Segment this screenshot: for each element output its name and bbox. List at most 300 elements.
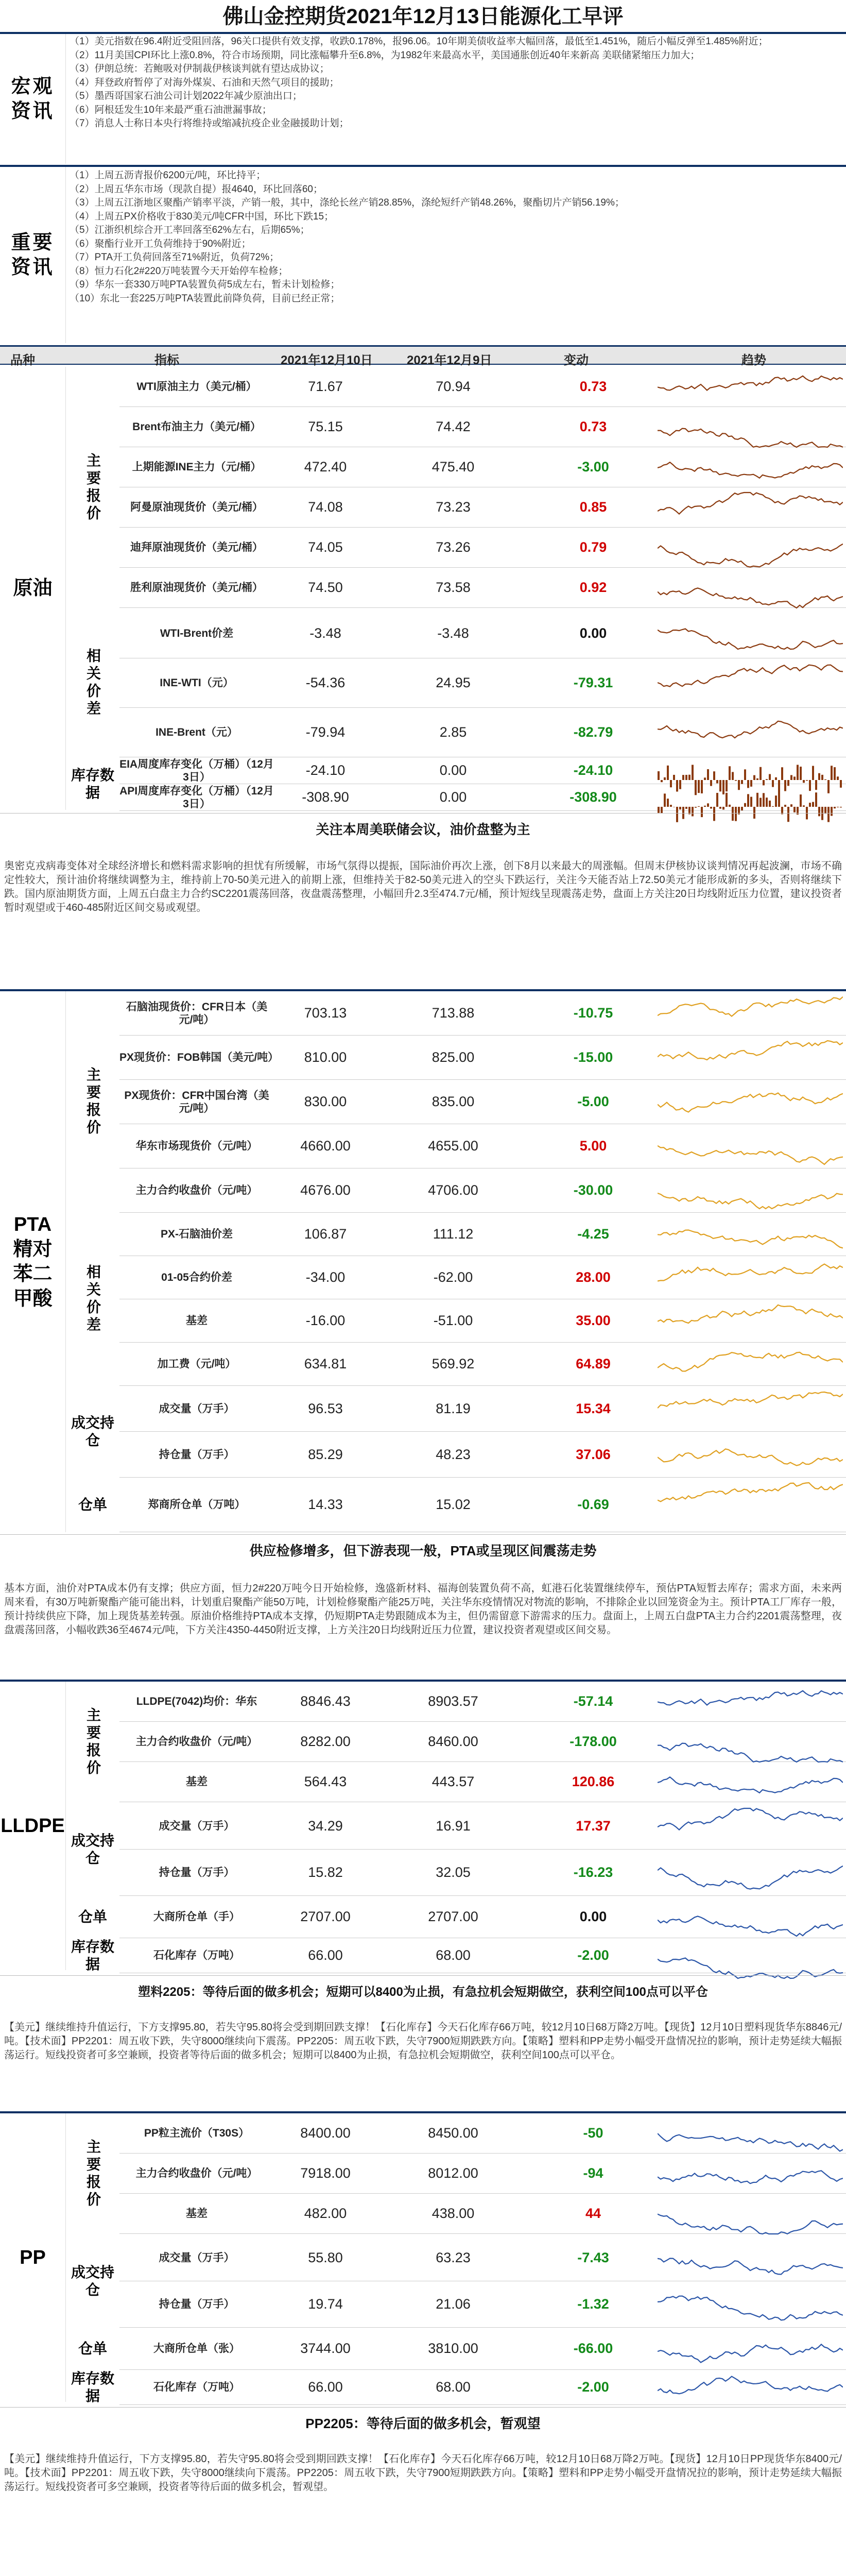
- table-row: [119, 1896, 846, 1938]
- trend-bar: [673, 775, 675, 780]
- table-row: [119, 1850, 846, 1896]
- trend-sparkline: [658, 1434, 843, 1475]
- trend-line: [658, 1449, 843, 1465]
- table-row: [119, 1343, 846, 1386]
- news-item: （8）恒力石化2#220万吨装置今天开始停车检修；: [70, 265, 288, 277]
- trend-line: [658, 1305, 843, 1323]
- change-value: 0.00: [579, 625, 607, 641]
- lldpe-stock-label: 库存数据: [71, 1939, 114, 1972]
- pta-warehouse-label: 仓单: [78, 1497, 107, 1513]
- indicator-name: WTI-Brent价差: [160, 628, 234, 639]
- value-current: -16.00: [305, 1313, 346, 1328]
- indicator-name: API周度库存变化（万桶）（12月3日）: [119, 785, 274, 810]
- value-current: 810.00: [304, 1049, 347, 1065]
- trend-line: [658, 376, 843, 391]
- lldpe-summary: 塑料2205：等待后面的做多机会；短期可以8400为止损，有急拉机会短期做空，获利空间100点可以平仓: [138, 1985, 708, 1999]
- trend-line: [658, 2296, 843, 2320]
- trend-bar: [834, 807, 836, 808]
- trend-bar: [698, 806, 700, 807]
- trend-bar: [763, 793, 765, 807]
- table-row: [119, 1256, 846, 1299]
- value-previous: 111.12: [433, 1226, 474, 1242]
- trend-line: [658, 1041, 843, 1060]
- change-value: -2.00: [577, 2379, 609, 2395]
- indicator-name: 石化库存（万吨）: [153, 1950, 240, 1961]
- pp-summary: PP2205：等待后面的做多机会，暂观望: [305, 2416, 541, 2431]
- trend-bar: [781, 767, 783, 780]
- pta-main-quote-label: 主要报价: [85, 1067, 101, 1137]
- indicator-name: PP粒主流价（T30S）: [144, 2127, 250, 2139]
- indicator-name: Brent布油主力（美元/桶）: [132, 421, 261, 433]
- news-item: （2）11月美国CPI环比上涨0.8%，符合市场预期，同比涨幅攀升至6.8%，为1982年来最高水平，美国通胀创近40年来新高 美联储紧缩压力加大；: [70, 49, 700, 61]
- trend-bar: [707, 769, 709, 780]
- change-value: -308.90: [569, 789, 617, 805]
- trend-bar: [716, 793, 718, 807]
- trend-sparkline: [658, 369, 843, 410]
- value-current: 8282.00: [300, 1734, 351, 1749]
- trend-bar: [793, 807, 796, 812]
- value-current: 71.67: [308, 379, 343, 394]
- lldpe-position-label: 成交持仓: [71, 1833, 114, 1866]
- trend-bar: [716, 780, 718, 783]
- value-previous: 73.23: [436, 499, 471, 515]
- trend-bar: [722, 807, 724, 809]
- trend-bar: [661, 807, 663, 813]
- trend-line: [658, 665, 843, 687]
- trend-bar: [815, 792, 817, 807]
- trend-sparkline: [658, 1805, 843, 1846]
- pp-position-label: 成交持仓: [71, 2264, 114, 2298]
- table-row: [119, 658, 846, 708]
- value-current: 4660.00: [300, 1138, 351, 1154]
- value-previous: 24.95: [436, 675, 471, 690]
- value-previous: -62.00: [433, 1269, 473, 1285]
- trend-sparkline: [658, 660, 843, 702]
- trend-bar: [692, 807, 694, 816]
- value-current: 85.29: [308, 1446, 343, 1462]
- change-value: -57.14: [573, 1693, 613, 1709]
- value-previous: 15.02: [436, 1497, 471, 1512]
- value-previous: 0.00: [439, 762, 467, 778]
- table-row: [119, 708, 846, 757]
- trend-line: [658, 1392, 843, 1408]
- value-previous: 3810.00: [428, 2341, 478, 2356]
- value-previous: 438.00: [431, 2206, 475, 2221]
- news-label: 重要资讯: [0, 167, 66, 343]
- trend-bar: [824, 779, 826, 780]
- change-value: -1.32: [577, 2296, 609, 2312]
- indicator-name: 主力合约收盘价（元/吨）: [135, 1184, 258, 1196]
- trend-sparkline: [658, 2115, 843, 2157]
- trend-bar: [790, 775, 792, 780]
- indicator-name: EIA周度库存变化（万桶）（12月3日）: [119, 758, 274, 783]
- trend-sparkline: [658, 993, 843, 1035]
- trend-bar: [704, 806, 706, 807]
- table-row: [119, 407, 846, 447]
- indicator-name: 主力合约收盘价（元/吨）: [135, 2167, 258, 2179]
- value-previous: 569.92: [431, 1356, 475, 1371]
- trend-bar: [741, 780, 743, 784]
- trend-bar: [803, 780, 805, 783]
- trend-sparkline: [658, 1126, 843, 1167]
- header-indicator: 指标: [154, 353, 179, 367]
- trend-bar: [732, 772, 734, 780]
- value-current: 830.00: [304, 1094, 347, 1109]
- value-current: 634.81: [304, 1356, 347, 1371]
- table-row: [119, 528, 846, 568]
- indicator-name: 大商所仓单（手）: [153, 1911, 240, 1923]
- value-previous: 0.00: [439, 789, 467, 805]
- value-current: 4676.00: [300, 1182, 351, 1198]
- trend-bar: [793, 776, 796, 780]
- table-row: [119, 1299, 846, 1343]
- table-row: [119, 2328, 846, 2370]
- value-previous: 475.40: [431, 459, 475, 474]
- trend-bar: [688, 775, 690, 780]
- change-value: -7.43: [577, 2250, 609, 2265]
- change-value: -178.00: [569, 1734, 617, 1749]
- indicator-name: WTI原油主力（美元/桶）: [136, 381, 257, 393]
- news-item: （7）消息人士称日本央行将维持或缩减抗疫企业金融援助计划；: [70, 118, 349, 129]
- trend-bar: [679, 807, 681, 809]
- trend-bar: [790, 804, 792, 807]
- change-value: -15.00: [573, 1049, 613, 1065]
- crude-main-quote-label: 主要报价: [85, 453, 101, 523]
- change-value: -50: [583, 2125, 603, 2141]
- trend-bar: [769, 774, 771, 780]
- trend-sparkline: [658, 2283, 843, 2325]
- change-value: -66.00: [573, 2341, 613, 2356]
- crude-spread-label: 相关价差: [85, 648, 101, 718]
- trend-line: [658, 493, 843, 514]
- indicator-name: 持仓量（万手）: [159, 1448, 235, 1461]
- table-row: [119, 1803, 846, 1850]
- value-previous: 443.57: [431, 1774, 475, 1789]
- value-previous: 73.26: [436, 539, 471, 555]
- trend-sparkline: [658, 1388, 843, 1429]
- trend-line: [658, 1808, 843, 1830]
- header-date-1: 2021年12月10日: [281, 353, 373, 367]
- value-previous: 68.00: [436, 1947, 471, 1963]
- value-current: 34.29: [308, 1818, 343, 1834]
- value-previous: 8450.00: [428, 2125, 478, 2141]
- trend-line: [658, 462, 843, 478]
- trend-sparkline: [658, 1215, 843, 1256]
- value-previous: 63.23: [436, 2250, 471, 2265]
- indicator-name: 成交量（万手）: [159, 1820, 235, 1832]
- trend-bar: [800, 794, 802, 807]
- value-previous: 81.19: [436, 1400, 471, 1416]
- change-value: -82.79: [573, 724, 613, 740]
- value-current: -54.36: [305, 675, 346, 690]
- table-row: [119, 1762, 846, 1802]
- value-current: 96.53: [308, 1400, 343, 1416]
- value-previous: 8012.00: [428, 2165, 478, 2181]
- trend-bar: [756, 793, 758, 807]
- trend-sparkline: [658, 1171, 843, 1212]
- table-row: [119, 1124, 846, 1168]
- indicator-name: LLDPE(7042)均价：华东: [136, 1696, 257, 1707]
- pp-stock-label: 库存数据: [71, 2370, 114, 2404]
- trend-bar: [682, 775, 684, 780]
- trend-bar: [747, 794, 749, 807]
- trend-line: [658, 429, 843, 447]
- trend-sparkline: [658, 449, 843, 490]
- value-current: 74.50: [308, 580, 343, 595]
- pp-warehouse-label: 仓单: [78, 2341, 107, 2357]
- trend-sparkline: [658, 570, 843, 611]
- value-current: 8400.00: [300, 2125, 351, 2141]
- news-item: （5）江浙织机综合开工率回落至62%左右，后期65%；: [70, 225, 310, 235]
- report-title: 佛山金控期货2021年12月13日能源化工早评: [222, 5, 624, 28]
- trend-bar: [658, 807, 660, 813]
- table-row: [119, 1722, 846, 1762]
- indicator-name: 大商所仓单（张）: [153, 2343, 240, 2354]
- value-previous: 32.05: [436, 1865, 471, 1880]
- divider: [0, 165, 846, 167]
- value-previous: -3.48: [437, 625, 469, 641]
- value-previous: 16.91: [436, 1818, 471, 1834]
- crude-summary: 关注本周美联储会议，油价盘整为主: [316, 822, 530, 837]
- trend-bar: [809, 803, 811, 807]
- change-value: 15.34: [576, 1400, 611, 1416]
- trend-line: [658, 2171, 843, 2183]
- value-previous: 4655.00: [428, 1138, 478, 1154]
- value-previous: 8460.00: [428, 1734, 478, 1749]
- trend-line: [658, 2133, 843, 2151]
- change-value: 5.00: [579, 1138, 607, 1154]
- indicator-name: 胜利原油现货价（美元/桶）: [130, 582, 263, 594]
- trend-bar: [775, 795, 777, 807]
- trend-bar: [744, 769, 746, 780]
- important-news-list: [70, 169, 625, 306]
- trend-line: [658, 544, 843, 567]
- value-previous: 68.00: [436, 2379, 471, 2395]
- table-row: [119, 2370, 846, 2405]
- trend-bar: [735, 780, 737, 781]
- change-value: 0.79: [579, 539, 607, 555]
- table-row: [119, 609, 846, 658]
- value-current: -24.10: [305, 762, 346, 778]
- crude-label: 原油: [0, 367, 66, 810]
- table-row: [119, 568, 846, 608]
- indicator-name: 主力合约收盘价（元/吨）: [135, 1736, 258, 1748]
- trend-bar: [775, 777, 777, 780]
- value-current: 66.00: [308, 2379, 343, 2395]
- lldpe-warehouse-label: 仓单: [78, 1909, 107, 1925]
- change-value: -0.69: [577, 1497, 609, 1512]
- value-current: 564.43: [304, 1774, 347, 1789]
- news-item: （1）上周五沥青报价6200元/吨，环比持平；: [70, 170, 266, 181]
- header-change: 变动: [564, 353, 589, 367]
- trend-bar: [710, 807, 712, 809]
- trend-bar: [759, 767, 762, 780]
- trend-bar: [806, 780, 808, 781]
- indicator-name: 基差: [186, 1776, 208, 1788]
- trend-bar: [756, 778, 758, 780]
- news-item: （6）阿根廷发生10年来最严重石油泄漏事故；: [70, 104, 272, 115]
- pp-commentary: 【美元】继续维持升值运行，下方支撑95.80，若失守95.80将会受到期回跌支撑！【石化库存】今天石化库存66万吨，较12月10日68万降2万吨。【现货】12月10日PP现货华东8400元/吨。【技术面】PP2201：周五收下跌，失守8000继续向下震荡。PP2205：周五收下跌，失守7900短期跌跌方向。【策略】塑料和PP走势小幅受开盘情况拉的影响，预计走势延续大幅振荡运行。短线投资者可多空兼顾，投资者等待后面的做多机会，暂观望。: [4, 2453, 842, 2493]
- divider: [0, 32, 846, 34]
- trend-bar: [769, 801, 771, 807]
- value-current: -3.48: [309, 625, 341, 641]
- change-value: 0.85: [579, 499, 607, 515]
- value-previous: 70.94: [436, 379, 471, 394]
- news-item: （5）墨西哥国家石油公司计划2022年减少原油出口；: [70, 91, 302, 101]
- lldpe-commentary: 【美元】继续维持升值运行，下方支撑95.80，若失守95.80将会受到期回跌支撑！【石化库存】今天石化库存66万吨，较12月10日68万降2万吨。【现货】12月10日塑料现货华东8846元/吨。【技术面】PP2201：周五收下跌，失守8000继续向下震荡。PP2205：周五收下跌，失守7900短期跌跌方向。【策略】塑料和PP走势小幅受开盘情况拉的影响，预计走势延续大幅振荡运行。短线投资者可多空兼顾，投资者等待后面的做多机会；短期可以8400为止损，有急拉机会短期做空，获利空间100点可以平仓。: [4, 2022, 842, 2061]
- trend-sparkline: [658, 1764, 843, 1805]
- change-value: -2.00: [577, 1947, 609, 1963]
- trend-bar: [831, 807, 833, 816]
- trend-bar: [726, 793, 728, 807]
- indicator-name: 基差: [186, 2208, 208, 2219]
- trend-line: [658, 2377, 843, 2394]
- value-previous: 73.58: [436, 580, 471, 595]
- indicator-name: 加工费（元/吨）: [157, 1358, 236, 1370]
- table-header: [0, 345, 846, 365]
- trend-line: [658, 2214, 843, 2234]
- value-current: -34.00: [305, 1269, 346, 1285]
- table-row: [119, 2154, 846, 2194]
- trend-bar: [667, 799, 669, 807]
- trend-bar: [766, 779, 768, 780]
- change-value: -4.25: [577, 1226, 609, 1242]
- trend-line: [658, 721, 843, 738]
- trend-sparkline: [658, 611, 843, 652]
- change-value: 120.86: [572, 1774, 615, 1789]
- news-item: （10）东北一套225万吨PTA装置此前降负荷，目前已经正常；: [70, 293, 340, 304]
- trend-bar: [831, 766, 833, 780]
- news-item: （7）PTA开工负荷回落至71%附近，负荷72%；: [70, 252, 280, 263]
- table-row: [119, 1213, 846, 1256]
- table-row: [119, 367, 846, 407]
- table-row: [119, 1036, 846, 1080]
- change-value: -79.31: [573, 675, 613, 690]
- change-value: 0.00: [579, 1909, 607, 1924]
- change-value: 17.37: [576, 1818, 611, 1834]
- trend-bar: [664, 777, 666, 780]
- change-value: 64.89: [576, 1356, 611, 1371]
- trend-bar: [707, 803, 709, 807]
- trend-line: [658, 1691, 843, 1705]
- table-row: [119, 757, 846, 784]
- trend-bar: [685, 775, 687, 780]
- table-row: [119, 1432, 846, 1478]
- trend-bar: [658, 771, 660, 780]
- trend-bar: [784, 805, 786, 807]
- trend-bar: [661, 780, 663, 782]
- change-value: -24.10: [573, 762, 613, 778]
- header-date-2: 2021年12月9日: [407, 353, 492, 367]
- change-value: -30.00: [573, 1182, 613, 1198]
- table-row: [119, 2235, 846, 2281]
- trend-line: [658, 629, 843, 650]
- trend-bar: [759, 798, 762, 807]
- indicator-name: 成交量（万手）: [159, 1402, 235, 1415]
- news-item: （4）上周五PX价格收于830美元/吨CFR中国，环比下跌15；: [70, 211, 334, 222]
- indicator-name: PX-石脑油价差: [160, 1228, 233, 1240]
- trend-bar: [812, 766, 814, 780]
- indicator-name: 持仓量（万手）: [159, 1867, 235, 1878]
- lldpe-main-quote-label: 主要报价: [85, 1707, 101, 1777]
- trend-line: [658, 1264, 843, 1281]
- pta-spread-label: 相关价差: [85, 1264, 101, 1334]
- trend-bar: [667, 766, 669, 780]
- indicator-name: 01-05合约价差: [161, 1272, 232, 1283]
- trend-line: [658, 1230, 843, 1248]
- value-current: 3744.00: [300, 2341, 351, 2356]
- table-row: [119, 1938, 846, 1973]
- trend-sparkline: [658, 1898, 843, 1939]
- value-current: 7918.00: [300, 2165, 351, 2181]
- trend-bar: [837, 776, 839, 780]
- trend-sparkline: [658, 1852, 843, 1893]
- news-item: （2）上周五华东市场（现款自提）报4640，环比回落60；: [70, 183, 323, 195]
- news-item: （3）上周五江浙地区聚酯产销率平淡，产销一般，其中，涤纶长丝产销28.85%，涤纶短纤产销48.26%，聚酯切片产销56.19%；: [70, 197, 625, 208]
- trend-bar: [812, 802, 814, 807]
- value-current: 19.74: [308, 2296, 343, 2312]
- trend-line: [658, 2259, 843, 2275]
- trend-line: [658, 1193, 843, 1209]
- trend-line: [658, 1866, 843, 1889]
- indicator-name: PX现货价：CFR中国台湾（美元/吨）: [124, 1089, 269, 1114]
- trend-sparkline: [658, 1480, 843, 1521]
- table-row: [119, 784, 846, 811]
- crude-stock-label: 库存数据: [71, 767, 114, 801]
- trend-sparkline: [658, 489, 843, 531]
- trend-bar: [753, 775, 755, 780]
- value-current: 74.08: [308, 499, 343, 515]
- change-value: -10.75: [573, 1005, 613, 1021]
- trend-sparkline: [658, 2156, 843, 2197]
- indicator-name: 持仓量（万手）: [159, 2298, 235, 2310]
- value-current: 482.00: [304, 2206, 347, 2221]
- value-previous: 4706.00: [428, 1182, 478, 1198]
- change-value: 0.92: [579, 580, 607, 595]
- value-previous: 21.06: [436, 2296, 471, 2312]
- trend-bar: [729, 805, 731, 807]
- trend-line: [658, 2344, 843, 2362]
- indicator-name: 基差: [186, 1315, 208, 1327]
- pta-position-label: 成交持仓: [71, 1415, 114, 1448]
- value-current: 703.13: [304, 1005, 347, 1021]
- trend-bar: [750, 797, 752, 807]
- news-item: （1）美元指数在96.4附近受阻回落，96关口提供有效支撑，收跌0.178%，报96.06。10年期美债收益率大幅回落，最低至1.451%，随后小幅反弹至1.485%附近；: [70, 36, 768, 47]
- trend-line: [658, 1743, 843, 1762]
- table-row: [119, 2194, 846, 2234]
- trend-bar: [670, 805, 672, 807]
- trend-bar: [744, 803, 746, 807]
- table-row: [119, 1168, 846, 1213]
- value-previous: 2707.00: [428, 1909, 478, 1924]
- trend-line: [658, 1093, 843, 1112]
- value-previous: 2.85: [439, 724, 467, 740]
- table-row: [119, 1386, 846, 1432]
- indicator-name: 石化库存（万吨）: [153, 2381, 240, 2393]
- trend-bar: [664, 793, 666, 807]
- trend-bar: [732, 807, 734, 821]
- pta-commentary: 基本方面，油价对PTA成本仍有支撑；供应方面，恒力2#220万吨今日开始检修，逸盛新材料、福海创装置负荷不高，虹港石化装置继续停车，预估PTA短暂去库存；需求方面，未来两周来看，有30万吨新聚酯产能可能出料，计划重启聚酯产能50万吨，计划检修聚酯产能25万吨，关注华东疫情情况对物流的影响，不排除企业以回笼资金为主。预计PTA工厂库存一般，预计持续供应下降，加上现货基差转强。原油价格维持PTA成本支撑，仍短期PTA走势跟随成本为主，但仍需留意下游需求的压力。盘面上，上周五白盘PTA主力合约2201震荡整理，夜盘震荡回落，小幅收跌36至4674元/吨，下方关注4350-4450附近支撑，上方关注20日均线附近压力位置，建议投资者观望或区间交易。: [4, 1583, 842, 1636]
- macro-label: 宏观资讯: [0, 34, 66, 164]
- table-row: [119, 991, 846, 1036]
- table-row: [119, 487, 846, 528]
- trend-sparkline: [658, 1038, 843, 1079]
- value-previous: 8903.57: [428, 1693, 478, 1709]
- trend-bar: [800, 767, 802, 780]
- change-value: 37.06: [576, 1446, 611, 1462]
- trend-bar: [766, 798, 768, 807]
- trend-bar: [704, 777, 706, 780]
